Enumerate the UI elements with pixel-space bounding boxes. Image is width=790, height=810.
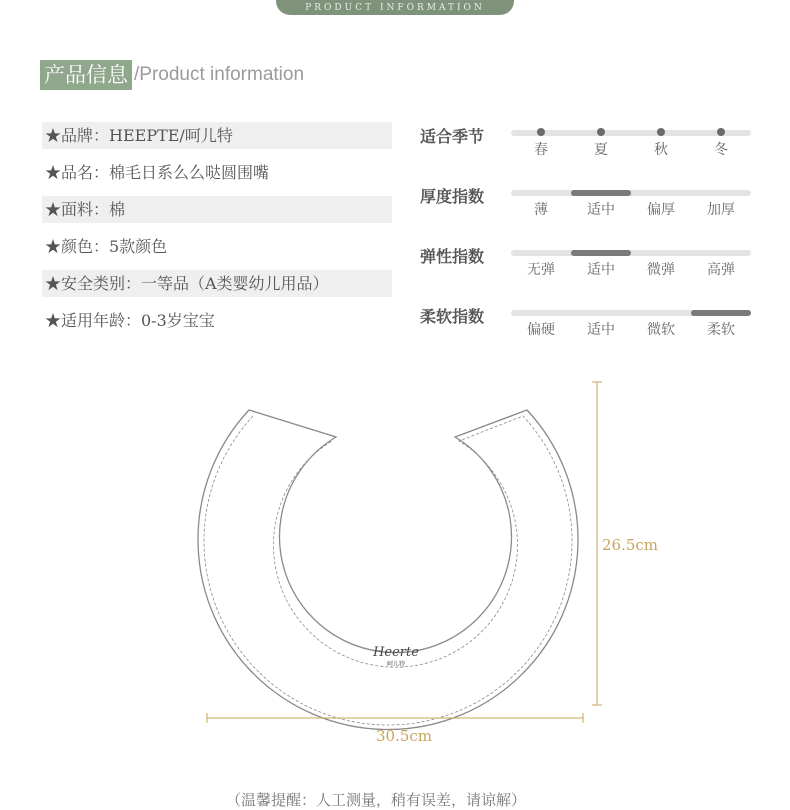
thickness-option: 偏厚: [647, 202, 675, 218]
bib-illustration: [0, 360, 790, 760]
index-track-thickness: [511, 190, 751, 196]
softness-option: 偏硬: [527, 322, 555, 338]
index-track-elasticity: [511, 250, 751, 256]
section-title: [40, 60, 304, 90]
elasticity-option: 微弹: [647, 262, 675, 278]
height-label: 26.5cm: [602, 536, 659, 554]
index-options-elasticity: [511, 259, 751, 279]
softness-option: 微软: [647, 322, 675, 338]
season-dot-spring: [537, 128, 545, 136]
elasticity-option: 高弹: [707, 262, 735, 278]
index-elasticity: [420, 244, 760, 304]
season-dot-summer: [597, 128, 605, 136]
index-options-softness: [511, 319, 751, 339]
top-banner: [276, 0, 514, 15]
brand-logo-sub: 呵儿特: [386, 661, 406, 668]
section-title-zh: 产品信息: [40, 60, 132, 90]
season-option: 夏: [594, 142, 608, 158]
index-options-season: [511, 139, 751, 159]
thickness-option: 适中: [587, 202, 615, 218]
season-option: 冬: [714, 142, 728, 158]
width-label: 30.5cm: [376, 727, 433, 745]
index-label-softness: 柔软指数: [420, 307, 485, 326]
index-track-season: [511, 130, 751, 136]
index-thickness: [420, 184, 760, 244]
spec-product-name: ★品名：棉毛日系么么哒圆围嘴: [45, 163, 270, 182]
season-dot-winter: [717, 128, 725, 136]
season-dot-autumn: [657, 128, 665, 136]
bib-outline: [198, 410, 578, 730]
index-softness: [420, 304, 760, 364]
season-option: 春: [534, 142, 548, 158]
thickness-option: 加厚: [707, 202, 735, 218]
spec-color: ★颜色：5款颜色: [45, 237, 168, 256]
elasticity-option: 适中: [587, 262, 615, 278]
index-track-softness: [511, 310, 751, 316]
season-option: 秋: [654, 142, 668, 158]
index-area: [420, 124, 760, 364]
index-selected-bar: [571, 250, 631, 256]
softness-option: 柔软: [707, 322, 735, 338]
index-selected-bar: [691, 310, 751, 316]
spec-brand: ★品牌：HEEPTE/呵儿特: [42, 122, 392, 149]
spec-safety-class: ★安全类别：一等品（A类婴幼儿用品）: [42, 270, 392, 297]
index-options-thickness: [511, 199, 751, 219]
spec-list: [42, 122, 392, 344]
index-season: [420, 124, 760, 184]
section-title-en: /Product information: [134, 64, 305, 85]
thickness-option: 薄: [534, 202, 548, 218]
spec-fabric: ★面料：棉: [42, 196, 392, 223]
brand-logo-script: Heerte: [373, 645, 419, 660]
elasticity-option: 无弹: [527, 262, 555, 278]
measurement-note: （温馨提醒：人工测量，稍有误差，请谅解）: [226, 791, 527, 809]
spec-age-range: ★适用年龄：0-3岁宝宝: [45, 311, 215, 330]
index-label-season: 适合季节: [420, 127, 485, 146]
softness-option: 适中: [587, 322, 615, 338]
index-label-elasticity: 弹性指数: [420, 247, 485, 266]
index-label-thickness: 厚度指数: [420, 187, 485, 206]
index-selected-bar: [571, 190, 631, 196]
banner-text: PRODUCT INFORMATION: [305, 3, 485, 13]
